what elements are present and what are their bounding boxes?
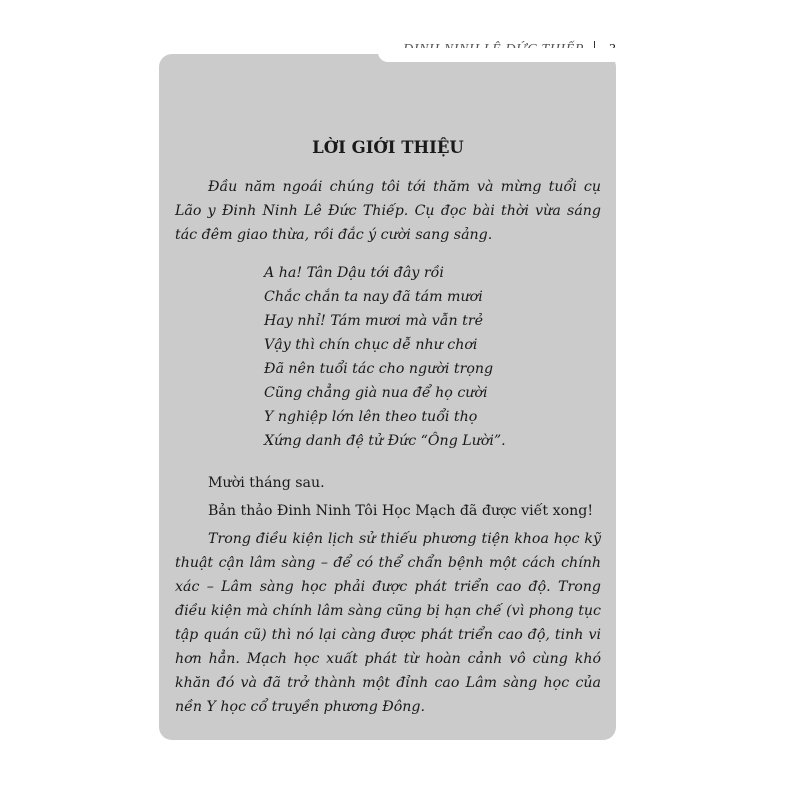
panel-notch bbox=[378, 48, 623, 62]
poem-line: Hay nhỉ! Tám mươi mà vẫn trẻ bbox=[264, 313, 483, 329]
poem bbox=[175, 261, 601, 453]
poem-line: Y nghiệp lớn lên theo tuổi thọ bbox=[264, 409, 478, 425]
poem-line: Vậy thì chín chục dễ như chơi bbox=[264, 337, 478, 353]
intro-paragraph: Đầu năm ngoái chúng tôi tới thăm và mừng tuổi cụ Lão y Đinh Ninh Lê Đức Thiếp. Cụ đọc bài thời vừa sáng tác đêm giao thừa, rồi đắc ý cười sang sảng. bbox=[175, 179, 601, 243]
poem-line: Xứng danh đệ tử Đức “Ông Lười”. bbox=[264, 433, 506, 449]
closing-paragraph: Trong điều kiện lịch sử thiếu phương tiện khoa học kỹ thuật cận lâm sàng – để có thể chẩn bệnh một cách chính xác – Lâm sàng học phải được phát triển cao độ. Trong điều kiện mà chính lâm sàng cũng bị hạn chế (vì phong tục tập quán cũ) thì nó lại càng được phát triển cao độ, tinh vi hơn hẳn. Mạch học xuất phát từ hoàn cảnh vô cùng khó khăn đó và đã trở thành một đỉnh cao Lâm sàng học của nền Y học cổ truyền phương Đông. bbox=[175, 531, 601, 715]
chapter-title: LỜI GIỚI THIỆU bbox=[312, 138, 464, 157]
poem-line: Chắc chắn ta nay đã tám mươi bbox=[264, 289, 483, 305]
page-content bbox=[175, 138, 601, 719]
manuscript-line: Bản thảo Đinh Ninh Tôi Học Mạch đã được viết xong! bbox=[208, 503, 594, 519]
poem-line: A ha! Tân Dậu tới đây rồi bbox=[264, 265, 444, 281]
poem-line: Đã nên tuổi tác cho người trọng bbox=[264, 361, 494, 377]
poem-line: Cũng chẳng già nua để họ cười bbox=[264, 385, 488, 401]
months-later-line: Mười tháng sau. bbox=[208, 475, 325, 491]
